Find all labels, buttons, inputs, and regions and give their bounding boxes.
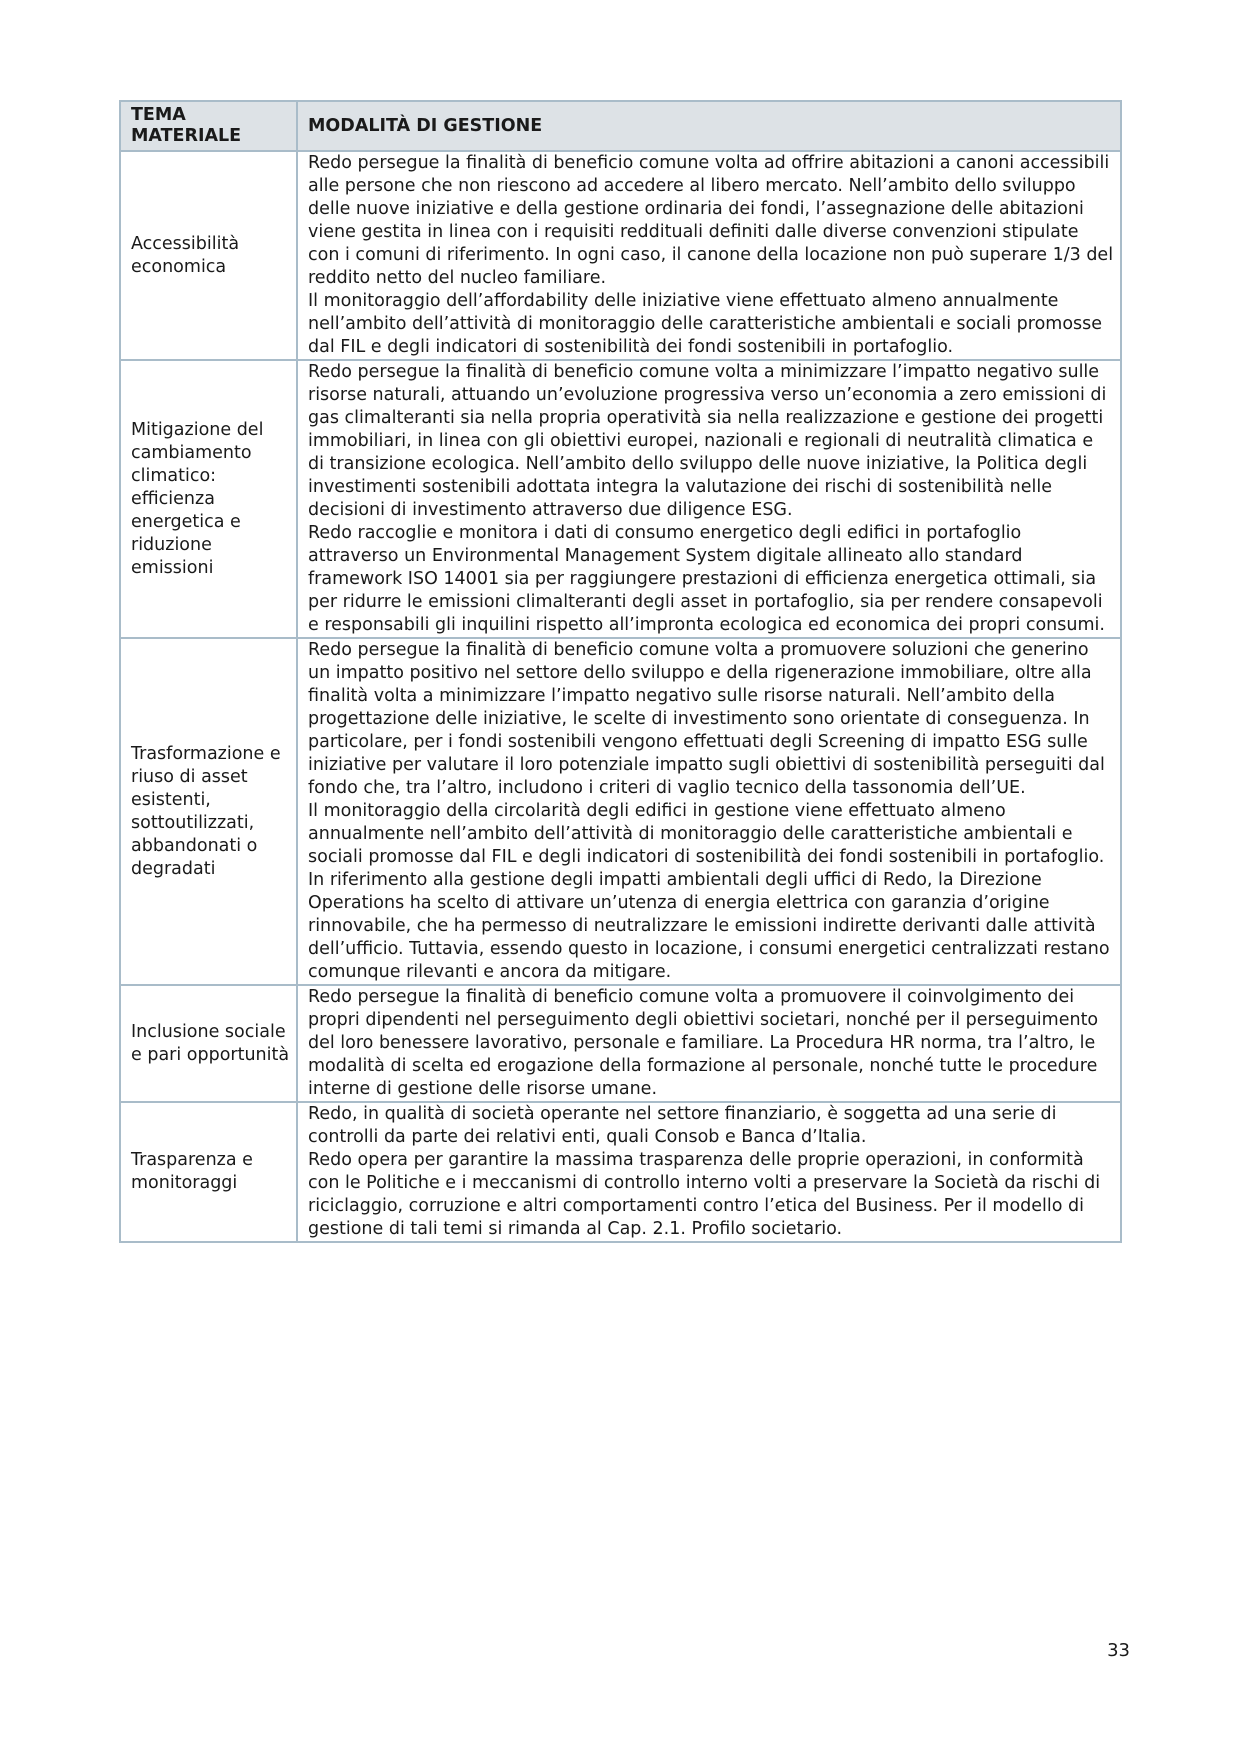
description-paragraph: Redo, in qualità di società operante nel settore finanziario, è soggetta ad una serie di controlli da parte dei relativi enti, quali Consob e Banca d’Italia.: [308, 1104, 1057, 1147]
description-cell: [297, 1102, 1121, 1242]
description-paragraph: Redo persegue la finalità di beneficio comune volta a promuovere soluzioni che generino un impatto positivo nel settore dello sviluppo e della rigenerazione immobiliare, oltre alla finalità volta a minimizzare l’impatto negativo sulle risorse naturali. Nell’ambito della progettazione delle iniziative, le scelte di investimento sono orientate di conseguenza. In particolare, per i fondi sostenibili vengono effettuati degli Screening di impatto ESG sulle iniziative per valutare il loro potenziale impatto sugli obiettivi di sostenibilità perseguiti dal fondo che, tra l’altro, includono i criteri di vaglio tecnico della tassonomia dell’UE.: [308, 640, 1105, 798]
topic-cell: Accessibilità economica: [120, 151, 297, 360]
description-paragraph: Il monitoraggio dell’affordability delle iniziative viene effettuato almeno annualmente nell’ambito dell’attività di monitoraggio delle caratteristiche ambientali e sociali promosse dal FIL e degli indicatori di sostenibilità dei fondi sostenibili in portafoglio.: [308, 291, 1103, 357]
header-tema-materiale: TEMA MATERIALE: [120, 101, 297, 151]
topic-cell: Trasparenza e monitoraggi: [120, 1102, 297, 1242]
table-row: [120, 1102, 1121, 1242]
header-modalita-gestione: MODALITÀ DI GESTIONE: [297, 101, 1121, 151]
description-paragraph: Redo persegue la finalità di beneficio comune volta ad offrire abitazioni a canoni accessibili alle persone che non riescono ad accedere al libero mercato. Nell’ambito dello sviluppo delle nuove iniziative e della gestione ordinaria dei fondi, l’assegnazione delle abitazioni viene gestita in linea con i requisiti reddituali definiti dalle diverse convenzioni stipulate con i comuni di riferimento. In ogni caso, il canone della locazione non può superare 1/3 del reddito netto del nucleo familiare.: [308, 153, 1114, 288]
table-row: [120, 985, 1121, 1102]
table-header-row: [120, 101, 1121, 151]
description-cell: [297, 360, 1121, 638]
description-cell: [297, 985, 1121, 1102]
description-cell: [297, 151, 1121, 360]
description-paragraph: Redo persegue la finalità di beneficio comune volta a minimizzare l’impatto negativo sulle risorse naturali, attuando un’evoluzione progressiva verso un’economia a zero emissioni di gas climalteranti sia nella propria operatività sia nella realizzazione e gestione dei progetti immobiliari, in linea con gli obiettivi europei, nazionali e regionali di neutralità climatica e di transizione ecologica. Nell’ambito dello sviluppo delle nuove iniziative, la Politica degli investimenti sostenibili adottata integra la valutazione dei rischi di sostenibilità nelle decisioni di investimento attraverso due diligence ESG.: [308, 362, 1107, 520]
description-cell: [297, 638, 1121, 985]
table-row: [120, 151, 1121, 360]
description-paragraph: Il monitoraggio della circolarità degli edifici in gestione viene effettuato almeno annualmente nell’ambito dell’attività di monitoraggio delle caratteristiche ambientali e sociali promosse dal FIL e degli indicatori di sostenibilità dei fondi sostenibili in portafoglio.: [308, 801, 1105, 867]
description-paragraph: In riferimento alla gestione degli impatti ambientali degli uffici di Redo, la Direzione Operations ha scelto di attivare un’utenza di energia elettrica con garanzia d’origine rinnovabile, che ha permesso di neutralizzare le emissioni indirette derivanti dalle attività dell’ufficio. Tuttavia, essendo questo in locazione, i consumi energetici centralizzati restano comunque rilevanti e ancora da mitigare.: [308, 870, 1110, 982]
table-row: [120, 360, 1121, 638]
material-topics-table: [119, 100, 1122, 1243]
description-paragraph: Redo persegue la finalità di beneficio comune volta a promuovere il coinvolgimento dei propri dipendenti nel perseguimento degli obiettivi societari, nonché per il perseguimento del loro benessere lavorativo, personale e familiare. La Procedura HR norma, tra l’altro, le modalità di scelta ed erogazione della formazione al personale, nonché tutte le procedure interne di gestione delle risorse umane.: [308, 987, 1099, 1099]
page-number: 33: [1107, 1640, 1130, 1661]
topic-cell: Mitigazione del cambiamento climatico: efficienza energetica e riduzione emissioni: [120, 360, 297, 638]
description-paragraph: Redo opera per garantire la massima trasparenza delle proprie operazioni, in conformità con le Politiche e i meccanismi di controllo interno volti a preservare la Società da rischi di riciclaggio, corruzione e altri comportamenti contro l’etica del Business. Per il modello di gestione di tali temi si rimanda al Cap. 2.1. Profilo societario.: [308, 1150, 1101, 1239]
description-paragraph: Redo raccoglie e monitora i dati di consumo energetico degli edifici in portafoglio attraverso un Environmental Management System digitale allineato allo standard framework ISO 14001 sia per raggiungere prestazioni di efficienza energetica ottimali, sia per ridurre le emissioni climalteranti degli asset in portafoglio, sia per rendere consapevoli e responsabili gli inquilini rispetto all’impronta ecologica ed economica dei propri consumi.: [308, 523, 1105, 635]
topic-cell: Inclusione sociale e pari opportunità: [120, 985, 297, 1102]
table-row: [120, 638, 1121, 985]
topic-cell: Trasformazione e riuso di asset esistenti, sottoutilizzati, abbandonati o degradati: [120, 638, 297, 985]
